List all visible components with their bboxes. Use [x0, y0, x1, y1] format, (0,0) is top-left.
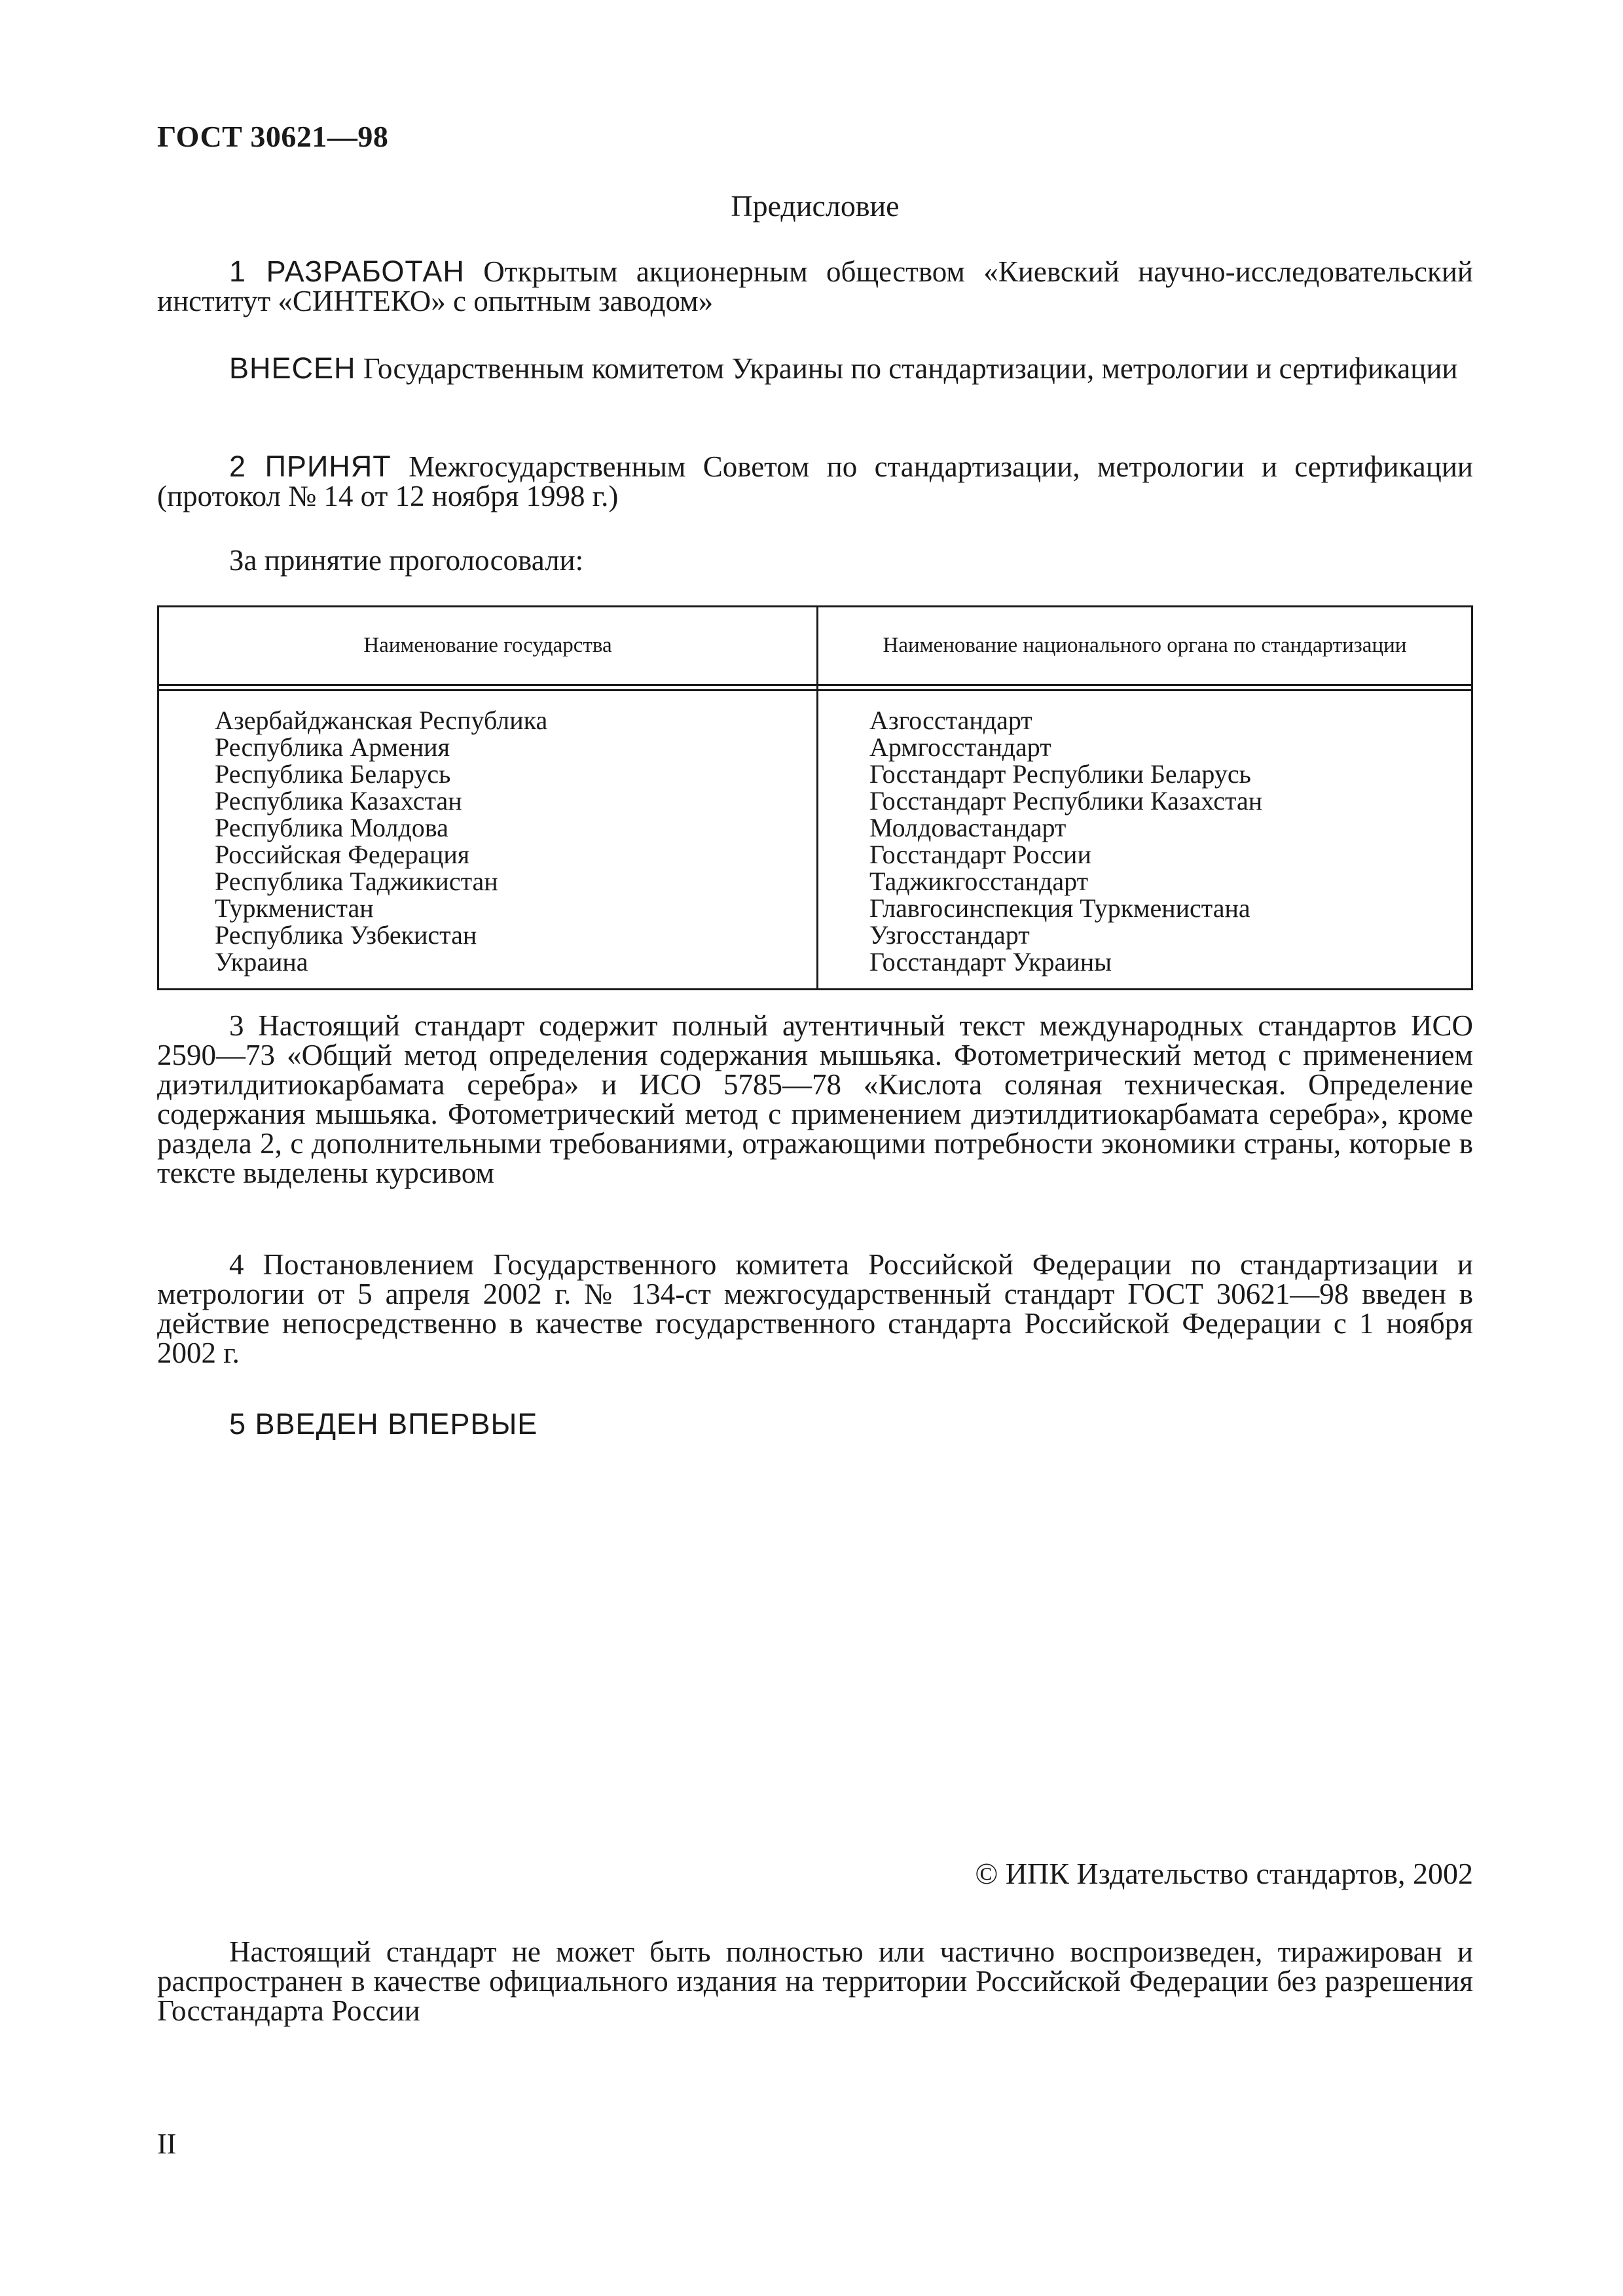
state-item: Туркменистан [215, 893, 374, 923]
item-1-paragraph [157, 257, 1473, 316]
table-header-state: Наименование государства [363, 634, 612, 657]
body-item: Главгосинспекция Туркменистана [869, 893, 1250, 923]
table-header-rule-double [159, 689, 1471, 691]
item-5-paragraph: 5 ВВЕДЕН ВПЕРВЫЕ [229, 1407, 538, 1441]
item-3-paragraph: 3 Настоящий стандарт содержит полный аутентичный текст международных стандартов ИСО 2590—73 «Общий метод определения содержания мышьяка. Фотометрический метод с применением диэтилдитиокарбамата серебра» и ИСО 5785—78 «Кислота соляная техническая. Определение содержания мышьяка. Фотометрический метод с применением диэтилдитиокарбамата серебра», кроме раздела 2, с дополнительными требованиями, отражающими потребности экономики страны, которые в тексте выделены курсивом [157, 1009, 1473, 1189]
body-item: Молдовастандарт [869, 813, 1067, 842]
voted-paragraph: За принятие проголосовали: [229, 544, 584, 577]
state-item: Азербайджанская Республика [215, 706, 548, 735]
document-code: ГОСТ 30621—98 [157, 120, 389, 153]
item-2-lead: 2 ПРИНЯТ [229, 450, 392, 483]
copyright-line: © ИПК Издательство стандартов, 2002 [975, 1857, 1473, 1890]
item-1-lead: 1 РАЗРАБОТАН [229, 255, 465, 288]
table-header-body: Наименование национального органа по стандартизации [883, 634, 1407, 657]
state-item: Республика Таджикистан [215, 867, 498, 896]
item-1-text: Открытым акционерным обществом «Киевский научно-исследовательский институт «СИНТЕКО» с опытным заводом» [157, 255, 1474, 317]
submitted-text: Государственным комитетом Украины по стандартизации, метрологии и сертификации [356, 352, 1458, 385]
state-item: Республика Молдова [215, 813, 448, 842]
item-2-text: Межгосударственным Советом по стандартизации, метрологии и сертификации (протокол № 14 от 12 ноября 1998 г.) [157, 450, 1474, 512]
body-item: Госстандарт России [869, 840, 1091, 869]
body-item: Госстандарт Республики Казахстан [869, 786, 1263, 816]
body-item: Азгосстандарт [869, 706, 1032, 735]
body-item: Армгосстандарт [869, 732, 1051, 762]
state-item: Российская Федерация [215, 840, 470, 869]
section-title: Предисловие [731, 189, 900, 223]
state-item: Республика Армения [215, 732, 450, 762]
reproduction-notice: Настоящий стандарт не может быть полностью или частично воспроизведен, тиражирован и распространен в качестве официального издания на территории Российской Федерации без разрешения Госстандарта России [157, 1935, 1473, 2027]
item-2-paragraph [157, 452, 1473, 511]
body-list [869, 707, 1262, 975]
voting-table [157, 605, 1473, 990]
submitted-lead: ВНЕСЕН [229, 351, 356, 385]
state-item: Республика Казахстан [215, 786, 462, 816]
body-item: Узгосстандарт [869, 920, 1030, 950]
body-item: Госстандарт Украины [869, 947, 1112, 977]
state-item: Республика Беларусь [215, 759, 451, 789]
submitted-paragraph [157, 353, 1473, 384]
state-item: Украина [215, 947, 308, 977]
state-list [215, 707, 547, 975]
table-header-rule [159, 684, 1471, 686]
body-item: Таджикгосстандарт [869, 867, 1089, 896]
item-4-paragraph: 4 Постановлением Государственного комитета Российской Федерации по стандартизации и метрологии от 5 апреля 2002 г. № 134-ст межгосударственный стандарт ГОСТ 30621—98 введен в действие непосредственно в качестве государственного стандарта Российской Федерации с 1 ноября 2002 г. [157, 1248, 1473, 1369]
state-item: Республика Узбекистан [215, 920, 477, 950]
body-item: Госстандарт Республики Беларусь [869, 759, 1251, 789]
page-number: II [157, 2128, 177, 2160]
